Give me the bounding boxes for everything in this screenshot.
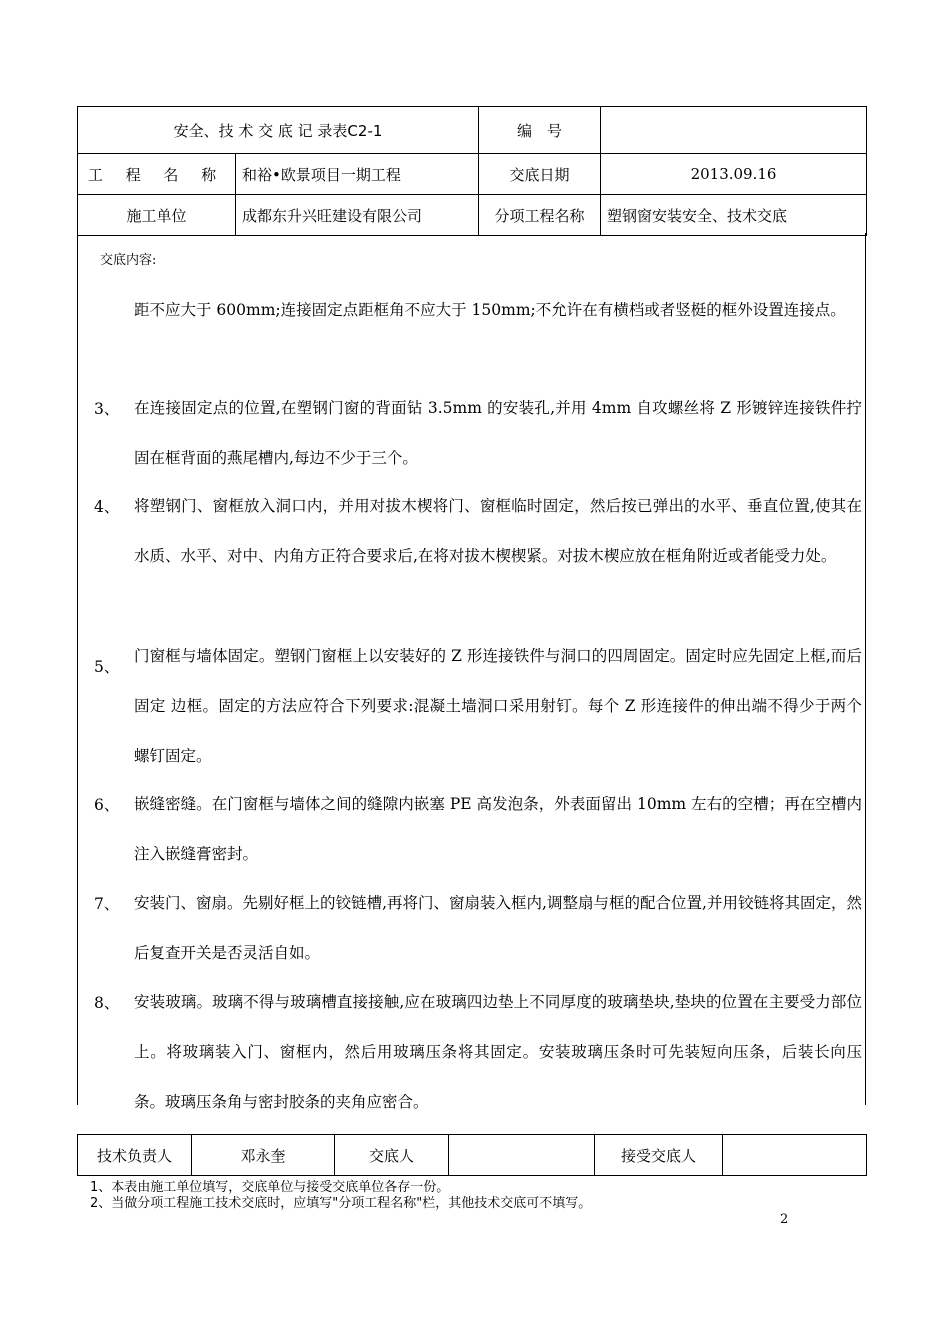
paragraph-number: 7、 bbox=[94, 895, 120, 913]
construction-unit-label: 施工单位 bbox=[78, 195, 236, 236]
construction-unit-value: 成都东升兴旺建设有限公司 bbox=[236, 195, 479, 236]
paragraph-number: 5、 bbox=[94, 658, 120, 676]
paragraph-text: 安装玻璃。玻璃不得与玻璃槽直接接触,应在玻璃四边垫上不同厚度的玻璃垫块,垫块的位置在主要受力部位上。将玻璃装入门、窗框内，然后用玻璃压条将其固定。安装玻璃压条时可先装短向压条，后装长向压条。玻璃压条角与密封胶条的夹角应密合。 bbox=[134, 993, 862, 1111]
page-number: 2 bbox=[780, 1212, 789, 1227]
discloser-label: 交底人 bbox=[335, 1135, 449, 1176]
paragraph-number: 4、 bbox=[94, 498, 120, 516]
discloser-value bbox=[449, 1135, 595, 1176]
header-table bbox=[77, 106, 867, 236]
project-name-value: 和裕•欧景项目一期工程 bbox=[236, 154, 479, 195]
header-row-unit bbox=[78, 195, 867, 236]
number-value bbox=[601, 107, 867, 154]
paragraph-text: 在连接固定点的位置,在塑钢门窗的背面钻 3.5mm 的安装孔,并用 4mm 自攻螺丝将 Z 形镀锌连接铁件拧固在框背面的燕尾槽内,每边不少于三个。 bbox=[134, 399, 862, 467]
tech-lead-label: 技术负责人 bbox=[78, 1135, 192, 1176]
subproject-name-value: 塑钢窗安装安全、技术交底 bbox=[601, 195, 867, 236]
header-row-project bbox=[78, 154, 867, 195]
note-1: 1、本表由施工单位填写，交底单位与接受交底单位各存一份。 bbox=[90, 1180, 450, 1195]
note-2: 2、当做分项工程施工技术交底时，应填写"分项工程名称"栏，其他技术交底可不填写。 bbox=[90, 1196, 592, 1211]
signature-table bbox=[77, 1134, 867, 1176]
paragraph-number: 6、 bbox=[94, 796, 120, 814]
paragraph-number: 8、 bbox=[94, 994, 120, 1012]
content-lead-label: 交底内容: bbox=[100, 253, 157, 268]
project-name-label: 工 程 名 称 bbox=[78, 154, 236, 195]
paragraph-text: 距不应大于 600mm;连接固定点距框角不应大于 150mm;不允许在有横档或者竖梃的框外设置连接点。 bbox=[134, 301, 846, 319]
record-title: 安全、技 术 交 底 记 录表C2-1 bbox=[78, 107, 479, 154]
paragraph-text: 门窗框与墙体固定。塑钢门窗框上以安装好的 Z 形连接铁件与洞口的四周固定。固定时应先固定上框,而后固定 边框。固定的方法应符合下列要求:混凝土墙洞口采用射钉。每个 Z 形连接件的伸出端不得少于两个螺钉固定。 bbox=[134, 647, 862, 765]
receiver-label: 接受交底人 bbox=[595, 1135, 723, 1176]
number-label: 编 号 bbox=[479, 107, 601, 154]
receiver-value bbox=[723, 1135, 867, 1176]
paragraph-number: 3、 bbox=[94, 400, 120, 418]
date-value: 2013.09.16 bbox=[601, 154, 867, 195]
paragraph-text: 将塑钢门、窗框放入洞口内，并用对拔木楔将门、窗框临时固定，然后按已弹出的水平、垂直位置,使其在水质、水平、对中、内角方正符合要求后,在将对拔木楔楔紧。对拔木楔应放在框角附近或者能受力处。 bbox=[134, 497, 862, 565]
signature-row bbox=[78, 1135, 867, 1176]
tech-lead-value: 邓永奎 bbox=[192, 1135, 335, 1176]
subproject-name-label: 分项工程名称 bbox=[479, 195, 601, 236]
paragraph-text: 嵌缝密缝。在门窗框与墙体之间的缝隙内嵌塞 PE 高发泡条，外表面留出 10mm 左右的空槽；再在空槽内注入嵌缝膏密封。 bbox=[134, 795, 862, 863]
form-notes bbox=[90, 1180, 591, 1212]
disclosure-content bbox=[77, 233, 866, 1111]
date-label: 交底日期 bbox=[479, 154, 601, 195]
paragraph-text: 安装门、窗扇。先剔好框上的铰链槽,再将门、窗扇装入框内,调整扇与框的配合位置,并用铰链将其固定，然后复查开关是否灵活自如。 bbox=[134, 894, 862, 962]
header-row-title bbox=[78, 107, 867, 154]
